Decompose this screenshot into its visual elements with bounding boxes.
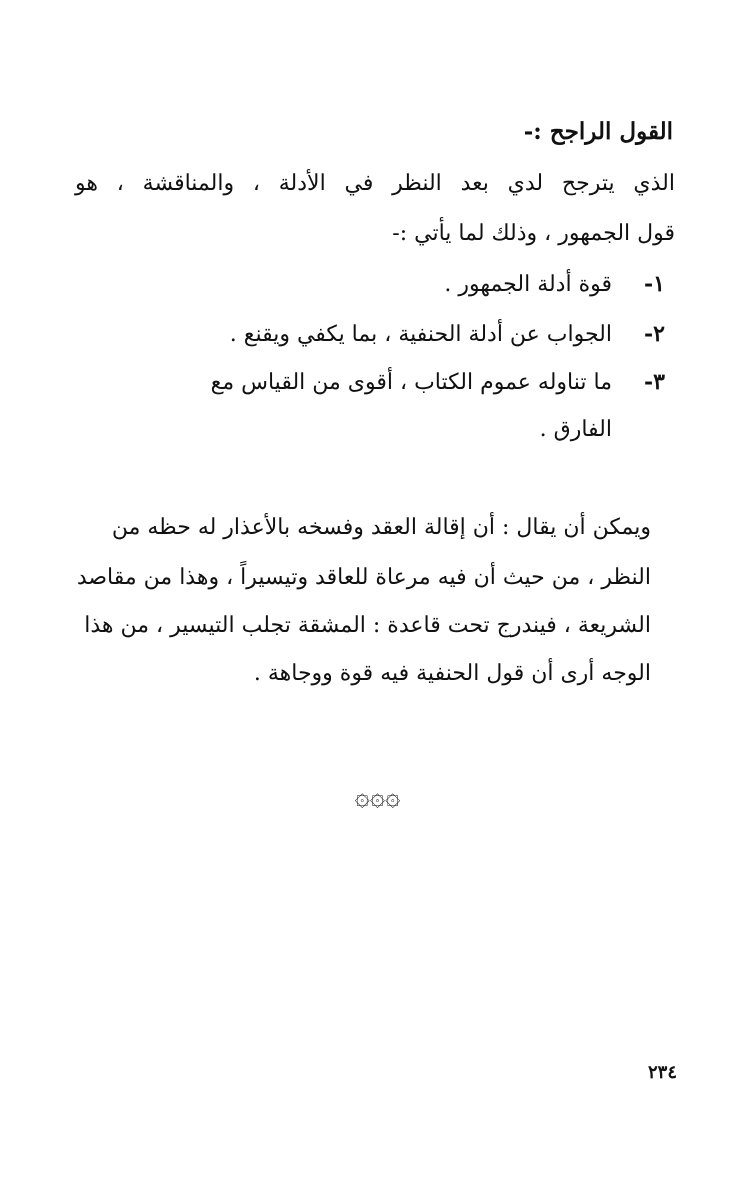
paragraph-line-2: النظر ، من حيث أن فيه مرعاة للعاقد وتيسيراً ، وهذا من مقاصد	[76, 565, 651, 590]
reason-item-3-continued	[540, 410, 665, 450]
reason-text: ما تناوله عموم الكتاب ، أقوى من القياس مع	[210, 370, 612, 395]
reason-text: الفارق .	[539, 417, 612, 442]
page-number: ٢٣٤	[648, 1062, 678, 1083]
reason-item-1	[444, 264, 665, 305]
paragraph-line-1: ويمكن أن يقال : أن إقالة العقد وفسخه بالأعذار له حظه من	[111, 515, 651, 540]
reason-text: الجواب عن أدلة الحنفية ، بما يكفي ويقنع .	[229, 322, 612, 347]
reason-text: قوة أدلة الجمهور .	[444, 272, 612, 297]
reason-number: ١-	[644, 271, 665, 297]
paragraph-line-3: الشريعة ، فيندرج تحت قاعدة : المشقة تجلب التيسير ، من هذا	[84, 613, 651, 638]
intro-line-1: الذي يترجح لدي بعد النظر في الأدلة ، والمناقشة ، هو	[75, 171, 675, 196]
section-heading: القول الراجح :-	[523, 118, 673, 145]
reason-number: ٢-	[644, 321, 665, 347]
intro-line-2: قول الجمهور ، وذلك لما يأتي :-	[392, 221, 675, 246]
ornament-divider: ۞۞۞	[354, 782, 401, 812]
reason-number: ٣-	[644, 369, 665, 395]
reason-item-3	[211, 362, 665, 403]
reason-item-2	[230, 314, 665, 355]
paragraph-line-4: الوجه أرى أن قول الحنفية فيه قوة ووجاهة .	[253, 661, 651, 686]
